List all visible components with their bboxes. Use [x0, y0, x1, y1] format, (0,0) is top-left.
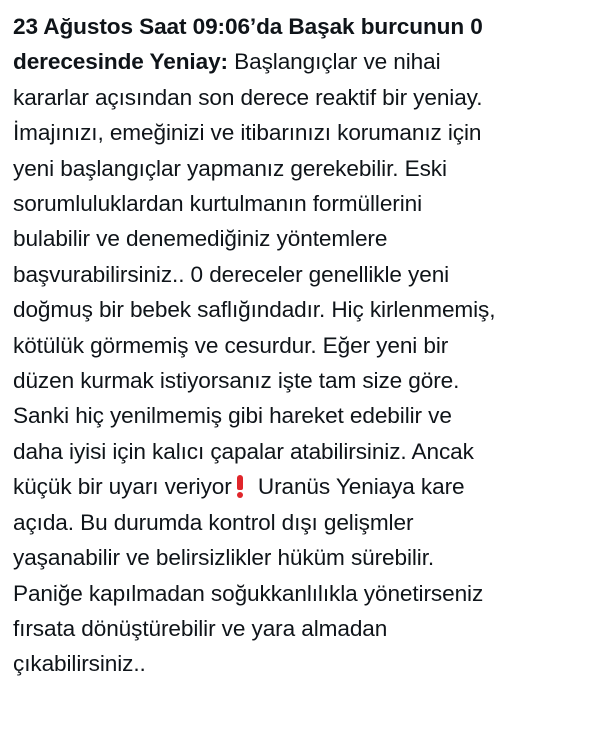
warning-text: küçük bir uyarı veriyor	[13, 474, 232, 500]
post-body-line: İmajınızı, emeğinizi ve itibarınızı korumanız için	[13, 120, 482, 146]
post-body-line: yaşanabilir ve belirsizlikler hüküm sürebilir.	[13, 545, 435, 571]
post-body-line: fırsata dönüştürebilir ve yara almadan	[13, 615, 388, 641]
post-body-line: Paniğe kapılmadan soğukkanlılıkla yönetirseniz	[13, 580, 484, 606]
post-warning-line	[13, 469, 593, 504]
post-body-line: Sanki hiç yenilmemiş gibi hareket edebilir ve	[13, 403, 452, 429]
post-body-line: bulabilir ve denemediğiniz yöntemlere	[13, 226, 388, 252]
post-body-line: daha iyisi için kalıcı çapalar atabilirsiniz. Ancak	[13, 438, 474, 464]
post-body-line: doğmuş bir bebek saflığındadır. Hiç kirlenmemiş,	[13, 297, 496, 323]
exclamation-mark-icon	[236, 475, 244, 497]
post-body-line: düzen kurmak istiyorsanız işte tam size göre.	[13, 368, 460, 394]
post-body-line: sorumluluklardan kurtulmanın formüllerini	[13, 191, 423, 217]
post-heading-line-1: 23 Ağustos Saat 09:06’da Başak burcunun 0	[13, 14, 483, 39]
post-line-2-text: Başlangıçlar ve nihai	[227, 49, 441, 75]
post-body-line: kararlar açısından son derece reaktif bir yeniay.	[13, 84, 483, 110]
warning-text-after: Uranüs Yeniaya kare	[251, 474, 465, 500]
post-text	[13, 9, 593, 682]
post-body-line: başvurabilirsiniz.. 0 dereceler genellikle yeni	[13, 261, 450, 287]
post-body-line: yeni başlangıçlar yapmanız gerekebilir. Eski	[13, 155, 447, 181]
post-body-line: çıkabilirsiniz..	[13, 651, 146, 677]
post-line-2	[13, 44, 593, 79]
post-body-line: kötülük görmemiş ve cesurdur. Eğer yeni bir	[13, 332, 449, 358]
post-body-line: açıda. Bu durumda kontrol dışı gelişmler	[13, 509, 414, 535]
post-heading-line-2: derecesinde Yeniay:	[13, 49, 228, 75]
